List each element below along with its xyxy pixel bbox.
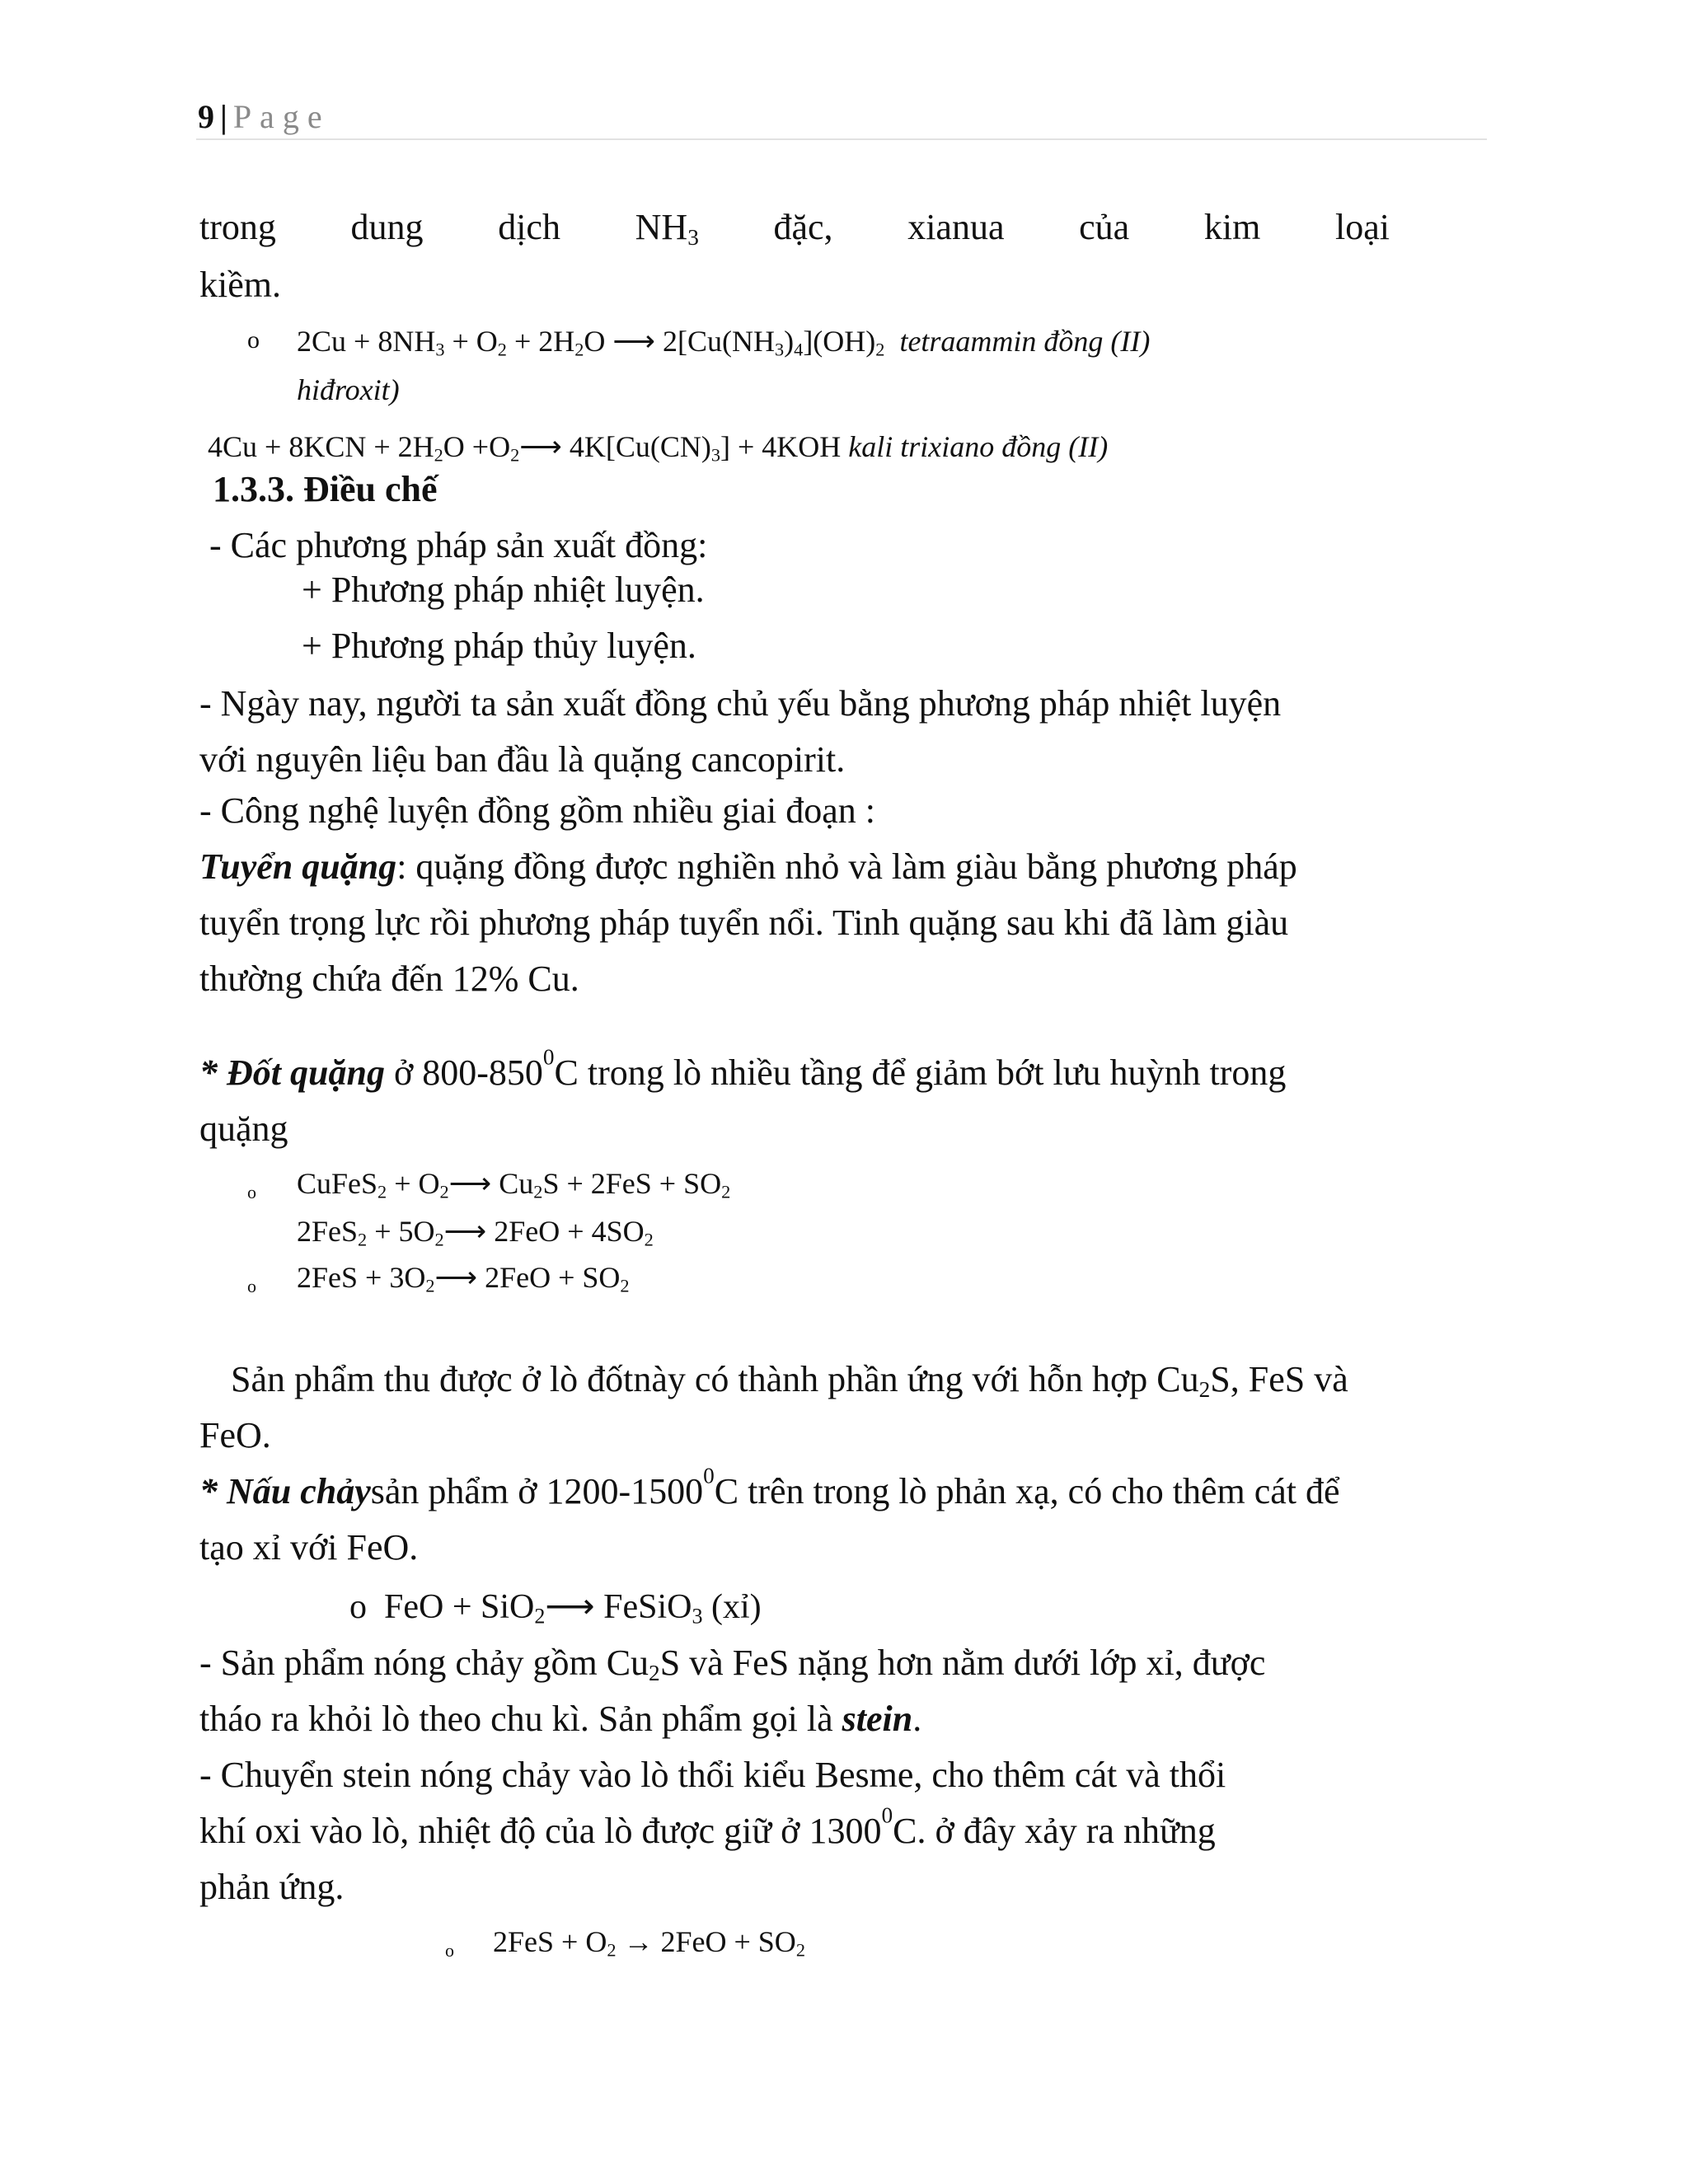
nowadays-line-2: với nguyên liệu ban đầu là quặng cancopirit. — [199, 739, 846, 780]
compound-name: tetraammin đồng (II) — [899, 325, 1151, 358]
word: dung — [350, 207, 424, 247]
nowadays-line-1: - Ngày nay, người ta sản xuất đồng chủ yếu bằng phương pháp nhiệt luyện — [199, 683, 1282, 724]
molten-line-1: - Sản phẩm nóng chảy gồm $Cu_2S$ và FeS nặng hơn nằm dưới lớp xỉ, được — [199, 1643, 1266, 1685]
dot-line-1: * Đốt quặng ở $800-850^0C$ trong lò nhiều tầng để giảm bớt lưu huỳnh trong — [199, 1044, 1287, 1093]
method-2: + Phương pháp thủy luyện. — [302, 626, 696, 666]
nau-line-1: * Nấu chảysản phẩm ở 1200-1500$^0$C trên trong lò phản xạ, có cho thêm cát để — [199, 1463, 1340, 1511]
bullet-icon: o — [247, 1182, 256, 1202]
word: dịch — [498, 207, 560, 247]
bullet-icon: o — [445, 1940, 454, 1961]
tuyen-line-1: Tuyển quặng: quặng đồng được nghiền nhỏ và làm giàu bằng phương pháp — [199, 846, 1297, 887]
bullet-icon: o — [247, 1276, 256, 1296]
equation-1: $2Cu + 8NH_3 + O_2 + 2H_2O$ ⟶ $2[Cu(NH_3)_4](OH)_2$ tetraammin đồng (II) — [297, 325, 1151, 360]
compound-name: kali trixiano đồng (II) — [848, 430, 1109, 463]
product-line-2: FeO. — [199, 1415, 271, 1455]
tuyen-line-3: thường chứa đến 12% Cu. — [199, 958, 579, 999]
technology-line: - Công nghệ luyện đồng gồm nhiều giai đoạn : — [199, 790, 875, 831]
molten-line-2: tháo ra khỏi lò theo chu kì. Sản phẩm gọi là stein. — [199, 1699, 922, 1739]
term-label: Nấu chảy — [227, 1471, 371, 1511]
header-separator: | — [220, 98, 228, 135]
term-label: Tuyển quặng — [199, 846, 397, 887]
page-label: Page — [232, 98, 331, 135]
header-rule — [196, 138, 1487, 140]
term-label: Đốt quặng — [227, 1052, 385, 1093]
dot-line-2: quặng — [199, 1108, 288, 1149]
equation-2: $4Cu + 8KCN + 2H_2O$ $+O_2⟶$ $4K[Cu(CN)_3] + 4KOH$ kali trixiano đồng (II) — [208, 430, 1109, 466]
method-1: + Phương pháp nhiệt luyện. — [302, 569, 705, 610]
intro-line-2: kiềm. — [199, 265, 281, 305]
page-header — [198, 97, 331, 136]
tuyen-line-2: tuyển trọng lực rồi phương pháp tuyển nổi. Tinh quặng sau khi đã làm giàu — [199, 902, 1289, 943]
bullet-icon: o — [349, 1588, 367, 1626]
word: $NH_3$ — [635, 207, 699, 250]
equation-4: $2FeS_2 + 5O_2⟶$ $2FeO + 4SO_2$ — [297, 1215, 654, 1250]
word: loại — [1334, 207, 1390, 247]
term-stein: stein — [842, 1699, 913, 1739]
nau-line-2: tạo xỉ với FeO. — [199, 1527, 419, 1568]
word: kim — [1203, 207, 1261, 247]
word: của — [1079, 207, 1130, 247]
section-title: 1.3.3. Điều chế — [213, 469, 438, 509]
besme-line-3: phản ứng. — [199, 1867, 345, 1907]
equation-5: $2FeS + 3O_2⟶$ $2FeO + SO_2$ — [297, 1261, 630, 1296]
methods-intro: - Các phương pháp sản xuất đồng: — [209, 525, 708, 565]
besme-line-1: - Chuyển stein nóng chảy vào lò thổi kiểu Besme, cho thêm cát và thổi — [199, 1755, 1226, 1795]
word: xianua — [907, 207, 1005, 247]
besme-line-2: khí oxi vào lò, nhiệt độ của lò được giữ ở 1300$^0$C. ở đây xảy ra những — [199, 1802, 1216, 1851]
word: trong — [199, 207, 276, 247]
page-number: 9 — [198, 98, 215, 135]
equation-1-name-cont: hiđroxit) — [297, 373, 400, 406]
intro-line-1 — [199, 207, 1390, 250]
word: đặc, — [773, 207, 833, 247]
bullet-icon: o — [247, 326, 260, 354]
equation-3: CuFeS$_2$ + $O_2⟶$ $Cu_2S + 2FeS + SO_2$ — [297, 1167, 731, 1202]
equation-7: $2FeS + O_2 \to 2FeO + SO_2$ — [493, 1925, 805, 1961]
equation-6: o FeO + SiO$_2$⟶ FeSiO$_3$ (xỉ) — [349, 1588, 762, 1629]
product-line-1: Sản phẩm thu được ở lò đốtnày có thành phần ứng với hỗn hợp $Cu_2S$, FeS và — [231, 1359, 1348, 1402]
